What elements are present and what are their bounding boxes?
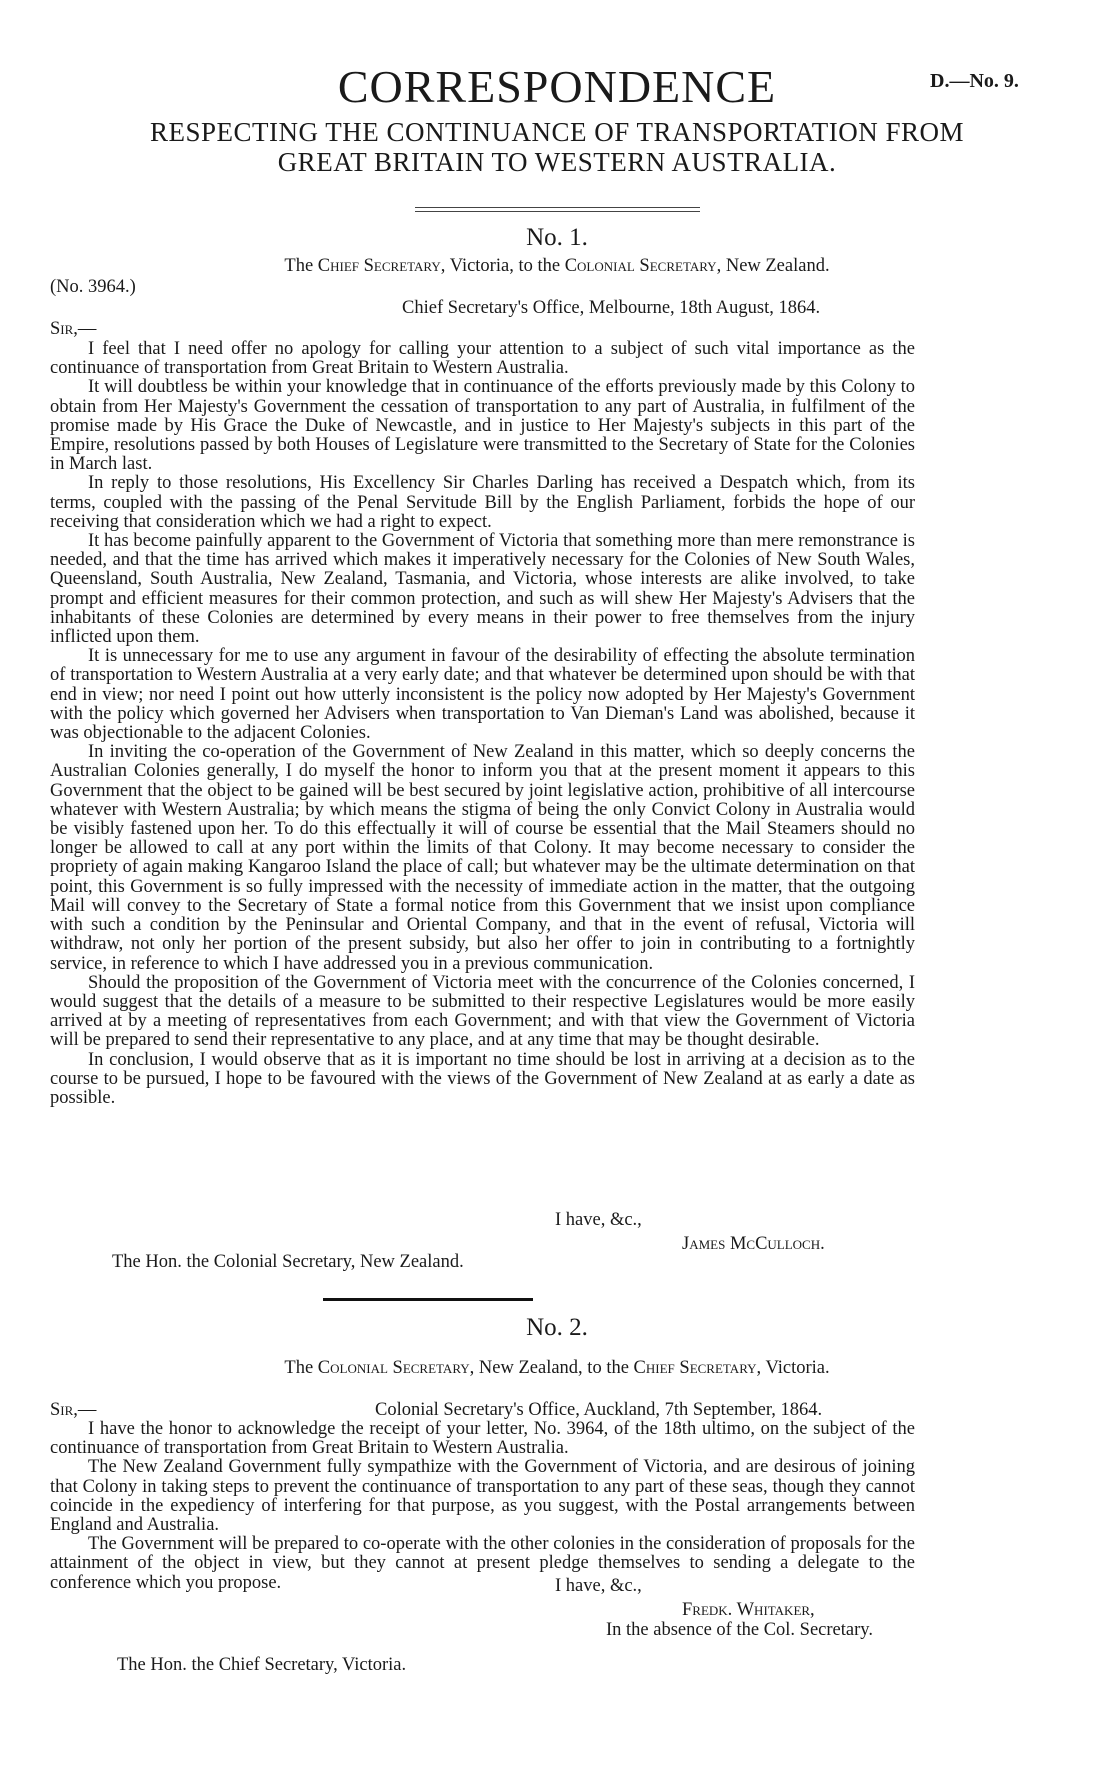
letter-1-signature: James McCulloch. [682,1234,825,1254]
paragraph: I have the honor to acknowledge the receipt of your letter, No. 3964, of the 18th ultimo, on the subject of the continuance of transportation from Great Britain to Western Australia. [50,1419,915,1459]
letter-2-body [50,1420,915,1593]
letter-2-closing: I have, &c., [555,1576,642,1596]
paragraph: In reply to those resolutions, His Excellency Sir Charles Darling has received a Despatch which, from its terms, coupled with the passing of the Penal Servitude Bill by the English Parliament, forbids the hope of our receiving that consideration which we had a right to expect. [50,473,915,532]
paragraph: It is unnecessary for me to use any argument in favour of the desirability of effecting the absolute termination of transportation to Western Australia at a very early date; and that whatever be determined upon should be with that end in view; nor need I point out how utterly inconsistent is the policy now adopted by Her Majesty's Government with the policy which governed her Advisers when transportation to Van Dieman's Land was abolished, because it was objectionable to the adjacent Colonies. [50,646,915,744]
letter-2-salutation: Sir,— [50,1400,97,1420]
letter-2-number: No. 2. [526,1314,588,1341]
letter-1-number: No. 1. [526,224,588,251]
paragraph: I feel that I need offer no apology for calling your attention to a subject of such vital importance as the continuance of transportation from Great Britain to Western Australia. [50,339,915,379]
letter-1-closing: I have, &c., [555,1210,642,1230]
letter-2-place-date: Colonial Secretary's Office, Auckland, 7th September, 1864. [375,1400,823,1420]
title-divider [415,207,700,212]
paragraph: The New Zealand Government fully sympathize with the Government of Victoria, and are desirous of joining that Colony in taking steps to prevent the continuance of transportation to any part of these seas, though they cannot coincide in the expediency of interfering for that purpose, as you suggest, with the Postal arrangements between England and Australia. [50,1457,915,1536]
letter-1-heading: The Chief Secretary, Victoria, to the Colonial Secretary, New Zealand. [284,256,830,276]
letter-1-addressee: The Hon. the Colonial Secretary, New Zealand. [112,1252,464,1272]
letter-1-body [50,340,915,1108]
letter-2-addressee: The Hon. the Chief Secretary, Victoria. [117,1655,407,1675]
letter-2-signature-note: In the absence of the Col. Secretary. [606,1620,873,1640]
document-code: D.—No. 9. [930,70,1019,92]
paragraph: Should the proposition of the Government of Victoria meet with the concurrence of the Colonies concerned, I would suggest that the details of a measure to be submitted to their respective Legislatures would be more easily arrived at by a meeting of representatives from each Government; and with that view the Government of Victoria will be prepared to send their representative to any place, and at any time that may be thought desirable. [50,972,915,1051]
page-title: CORRESPONDENCE [337,61,777,112]
paragraph: In conclusion, I would observe that as it is important no time should be lost in arriving at a decision as to the course to be pursued, I hope to be favoured with the views of the Government of New Zealand at as early a date as possible. [50,1049,915,1108]
paragraph: It has become painfully apparent to the Government of Victoria that something more than mere remonstrance is needed, and that the time has arrived which makes it imperatively necessary for the Colonies of New South Wales, Queensland, South Australia, New Zealand, Tasmania, and Victoria, whose interests are alike involved, to take prompt and efficient measures for their common protection, and such as will shew Her Majesty's Advisers that the inhabitants of these Colonies are determined by every means in their power to free themselves from the injury inflicted upon them. [50,531,915,648]
letter-1-place-date: Chief Secretary's Office, Melbourne, 18th August, 1864. [402,298,821,318]
paragraph: The Government will be prepared to co-operate with the other colonies in the consideration of proposals for the attainment of the object in view, but they cannot at present pledge themselves to sending a delegate to the conference which you propose. [50,1534,915,1593]
letter-2-signature: Fredk. Whitaker, [682,1600,815,1620]
paragraph: In inviting the co-operation of the Government of New Zealand in this matter, which so deeply concerns the Australian Colonies generally, I do myself the honor to inform you that at the present moment it appears to this Government that the object to be gained will be best secured by joint legislative action, prohibitive of all intercourse whatever with Western Australia; by which means the stigma of being the only Convict Colony in Australia would be visibly fastened upon her. To do this effectually it will of course be essential that the Mail Steamers should no longer be allowed to call at any port within the limits of that Colony. It may become necessary to consider the propriety of again making Kangaroo Island the place of call; but whatever may be the ultimate determination on that point, this Government is so fully impressed with the necessity of immediate action in the matter, that the outgoing Mail will convey to the Secretary of State a formal notice from this Government that we insist upon compliance with such a condition by the Peninsular and Oriental Company, and that in the event of refusal, Victoria will withdraw, not only her portion of the present subsidy, but also her offer to join in contributing to a fortnightly service, in reference to which I have addressed you in a previous communication. [50,742,915,974]
paragraph: It will doubtless be within your knowledge that in continuance of the efforts previously made by this Colony to obtain from Her Majesty's Government the cessation of transportation to any part of Australia, in fulfilment of the promise made by His Grace the Duke of Newcastle, and in justice to Her Majesty's subjects in this part of the Empire, resolutions passed by both Houses of Legislature were transmitted to the Secretary of State for the Colonies in March last. [50,377,915,475]
letter-divider [323,1298,533,1301]
letter-1-salutation: Sir,— [50,319,97,339]
subtitle-line-2: GREAT BRITAIN TO WESTERN AUSTRALIA. [277,147,837,177]
letter-2-heading: The Colonial Secretary, New Zealand, to the Chief Secretary, Victoria. [284,1358,830,1378]
subtitle-line-1: RESPECTING THE CONTINUANCE OF TRANSPORTATION FROM [149,117,965,147]
letter-1-reference: (No. 3964.) [50,277,136,297]
